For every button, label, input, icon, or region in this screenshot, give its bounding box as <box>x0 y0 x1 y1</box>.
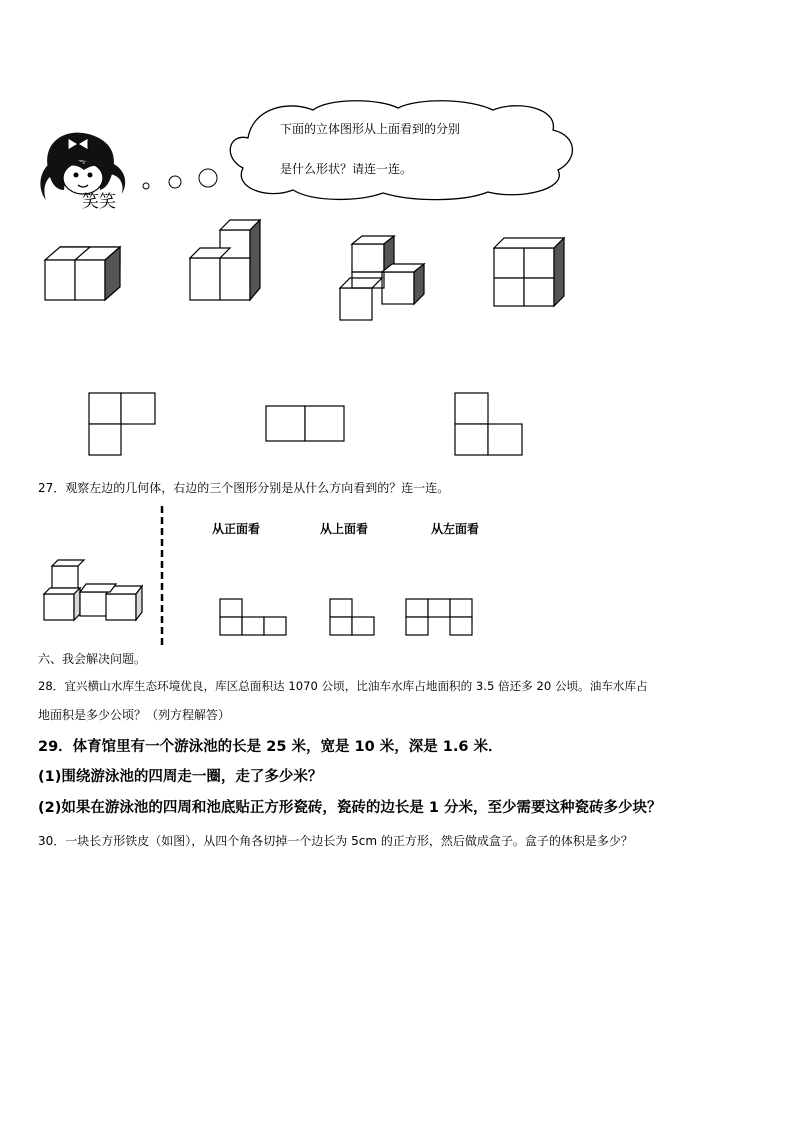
dashed-divider <box>160 506 164 648</box>
view-label-top: 从上面看 <box>320 522 369 536</box>
top-view-shape-1 <box>88 392 158 458</box>
top-view-shape-2 <box>265 405 347 443</box>
solid-figure-3 <box>336 236 431 326</box>
q27-view-shape-2 <box>329 598 377 638</box>
q27-view-shape-1 <box>219 598 289 638</box>
q28-line1: 28．宜兴横山水库生态环境优良，库区总面积达 1070 公顷，比油车水库占地面积的 3.5 倍还多 20 公顷。油车水库占 <box>38 679 648 693</box>
girl-name-label: 笑笑 <box>82 192 116 212</box>
view-label-left: 从左面看 <box>431 522 480 536</box>
bubble-text-line2: 是什么形状？请连一连。 <box>280 162 413 176</box>
q30-text: 30．一块长方形铁皮（如图），从四个角各切掉一个边长为 5cm 的正方形，然后做成盒子。盒子的体积是多少？ <box>38 834 633 848</box>
bubble-text-line1: 下面的立体图形从上面看到的分别 <box>280 122 461 136</box>
q28-line2: 地面积是多少公顷？（列方程解答） <box>38 708 231 722</box>
q29-line1: 29．体育馆里有一个游泳池的长是 25 米，宽是 10 米，深是 1.6 米． <box>38 739 503 755</box>
q27-geometric-body <box>40 562 140 624</box>
view-label-front: 从正面看 <box>212 522 261 536</box>
solid-figure-2 <box>186 226 266 306</box>
solid-figure-1 <box>40 245 130 305</box>
thought-dots <box>140 164 220 194</box>
section-6-title: 六、我会解决问题。 <box>38 652 147 666</box>
q29-line3: (2)如果在游泳池的四周和池底贴正方形瓷砖，瓷砖的边长是 1 分米，至少需要这种瓷砖多少块？ <box>38 800 662 816</box>
q27-text: 27．观察左边的几何体，右边的三个图形分别是从什么方向看到的？连一连。 <box>38 481 450 495</box>
top-view-shape-3 <box>454 392 526 458</box>
q27-view-shape-3 <box>405 598 475 638</box>
solid-figure-4 <box>490 236 570 310</box>
speech-cloud <box>218 98 582 202</box>
q29-line2: (1)围绕游泳池的四周走一圈，走了多少米？ <box>38 769 323 785</box>
